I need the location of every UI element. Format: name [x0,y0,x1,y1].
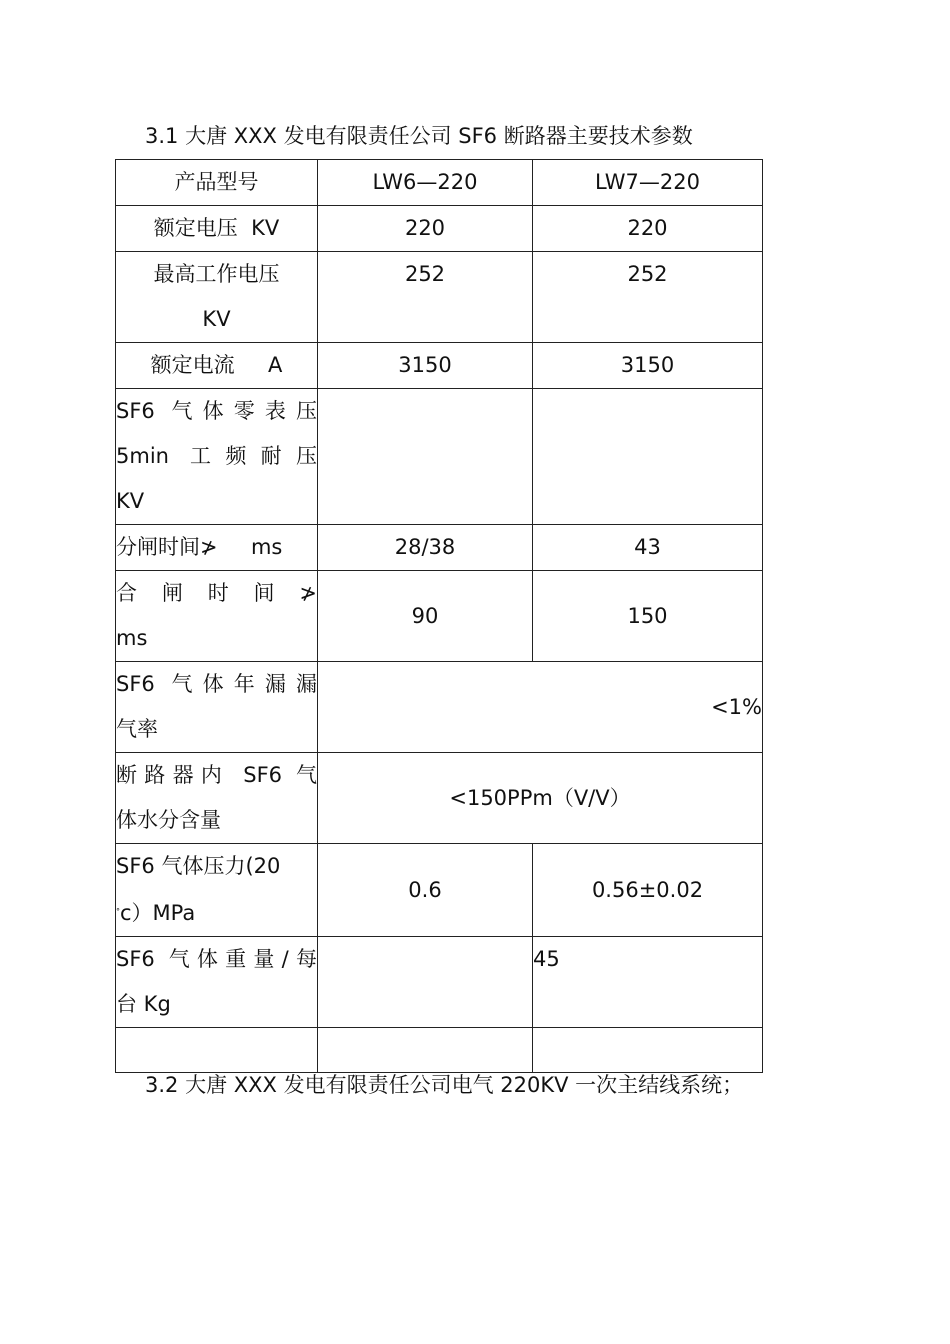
row-label-line: SF6 气体零表压 [116,399,317,423]
row-label-line: 气率 [116,717,158,741]
merged-cell: <150PPm（V/V） [318,753,763,844]
row-label-line: ms [116,626,148,650]
table-cell [318,389,533,525]
row-label-text: c）MPa [120,901,196,925]
row-label-line: 体水分含量 [116,808,221,832]
row-label-line: SF6 气体年漏漏 [116,672,317,696]
section-heading-3-1: 3.1 大唐 XXX 发电有限责任公司 SF6 断路器主要技术参数 [145,124,693,148]
row-label [116,389,318,525]
table-row-zero-gauge-withstand [116,389,763,525]
table-row-opening-time [116,525,763,571]
table-cell: 90 [318,571,533,662]
sf6-breaker-parameters-table [115,159,763,1073]
table-cell: 220 [318,206,533,252]
table-cell: 45 [533,937,763,1028]
row-label [116,662,318,753]
row-label: 额定电压 KV [116,206,318,252]
merged-cell: <1% [318,662,763,753]
table-row-gas-weight [116,937,763,1028]
table-cell-empty [116,1028,318,1073]
table-row-pressure [116,844,763,937]
row-label: 额定电流 A [116,343,318,389]
table-row-rated-current [116,343,763,389]
table-cell: 0.56±0.02 [533,844,763,937]
table-cell: 3150 [533,343,763,389]
row-label [116,844,318,937]
table-cell: 43 [533,525,763,571]
degree-mark: ° [116,907,120,916]
row-label [116,753,318,844]
section-heading-3-2: 3.2 大唐 XXX 发电有限责任公司电气 220KV 一次主结线系统； [145,1073,744,1097]
table-row-closing-time [116,571,763,662]
row-label: 分闸时间≯ ms [116,525,318,571]
table-cell [533,389,763,525]
table-cell-empty [318,1028,533,1073]
table-cell [318,937,533,1028]
row-label-line: KV [116,489,145,513]
row-label-line: 5min 工频耐压 [116,444,317,468]
row-label-line: SF6 气体压力(20 [116,854,281,878]
row-label [116,252,318,343]
table-cell: 150 [533,571,763,662]
table-cell: 28/38 [318,525,533,571]
table-cell: 220 [533,206,763,252]
table-cell: 252 [533,252,763,343]
row-label [116,571,318,662]
row-label-line: KV [202,307,231,331]
table-row-header [116,160,763,206]
table-cell-empty [533,1028,763,1073]
row-label-line [116,889,317,936]
table-row-empty [116,1028,763,1073]
header-cell-lw7: LW7—220 [533,160,763,206]
table-row-max-voltage [116,252,763,343]
row-label-line: SF6 气体重量/每 [116,947,317,971]
row-label-line: 最高工作电压 [153,262,280,286]
table-cell: 3150 [318,343,533,389]
row-label-line: 台 Kg [116,992,171,1016]
row-label [116,937,318,1028]
table-cell: 0.6 [318,844,533,937]
table-row-leak-rate [116,662,763,753]
header-cell-model: 产品型号 [116,160,318,206]
row-label-line: 断路器内 SF6 气 [116,763,317,787]
row-label-line: 合闸时间≯ [116,581,317,605]
header-cell-lw6: LW6—220 [318,160,533,206]
table-cell: 252 [318,252,533,343]
table-row-rated-voltage [116,206,763,252]
table-row-moisture [116,753,763,844]
